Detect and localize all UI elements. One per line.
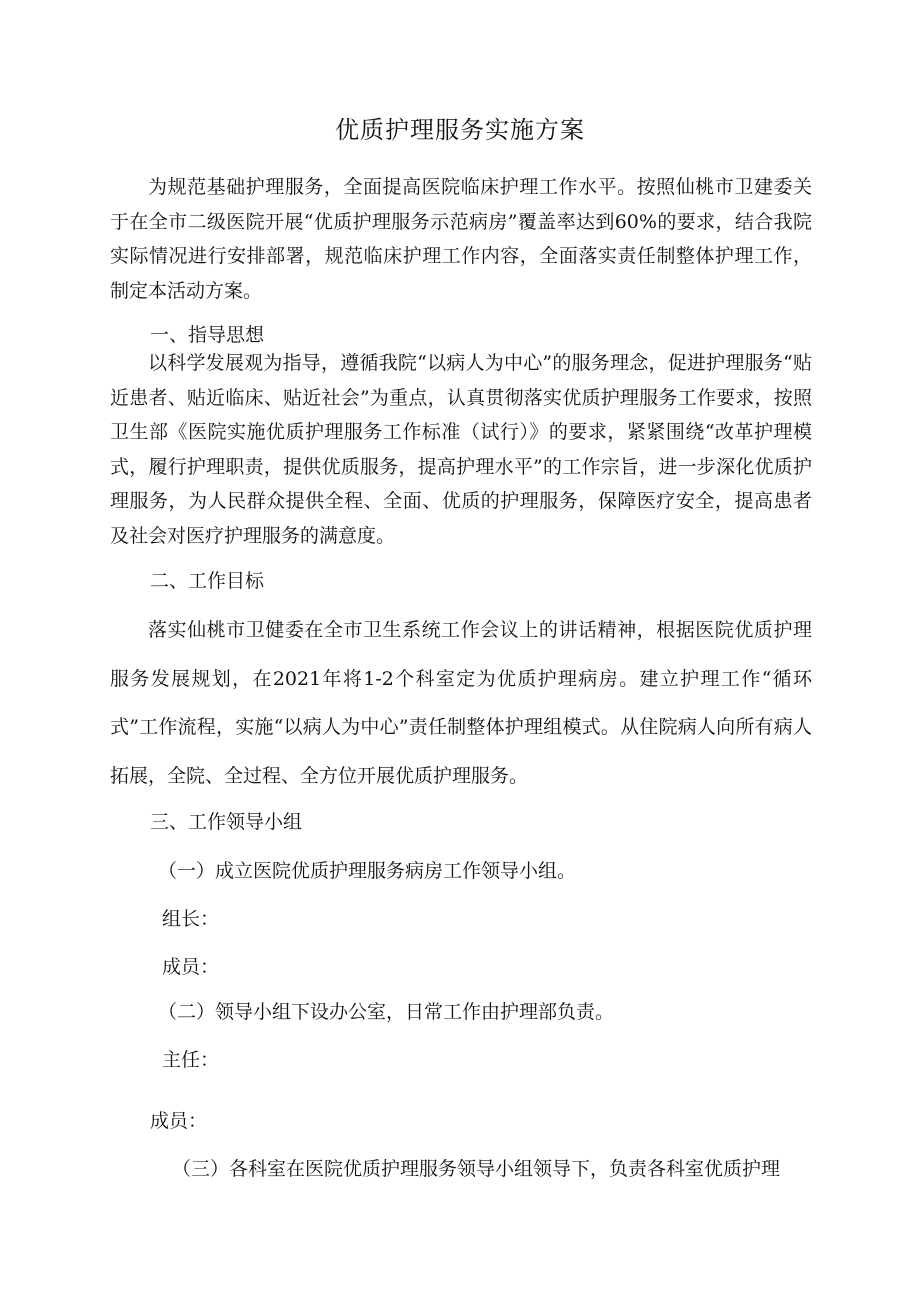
section-heading-work-goals: 二、工作目标 [150, 570, 265, 592]
members-label-1: 成员： [162, 956, 220, 978]
section-heading-guiding-ideology: 一、指导思想 [150, 324, 265, 346]
director-label: 主任： [162, 1049, 220, 1071]
guiding-ideology-paragraph: 以科学发展观为指导，遵循我院“以病人为中心”的服务理念，促进护理服务“贴近患者、贴近临床、贴近社会”为重点，认真贯彻落实优质护理服务工作要求，按照卫生部《医院实施优质护理服务工作标准（试行）》的要求，紧紧围绕“改革护理模式，履行护理职责，提供优质服务，提高护理水平”的工作宗旨，进一步深化优质护理服务，为人民群众提供全程、全面、优质的护理服务，保障医疗安全，提高患者及社会对医疗护理服务的满意度。 [110, 352, 812, 547]
sub-item-2: （二）领导小组下设办公室，日常工作由护理部负责。 [158, 1001, 615, 1023]
document-title: 优质护理服务实施方案 [335, 116, 585, 144]
section-heading-leadership-group: 三、工作领导小组 [150, 811, 303, 833]
intro-paragraph: 为规范基础护理服务，全面提高医院临床护理工作水平。按照仙桃市卫建委关于在全市二级医院开展“优质护理服务示范病房”覆盖率达到60%的要求，结合我院实际情况进行安排部署，规范临床护理工作内容，全面落实责任制整体护理工作，制定本活动方案。 [110, 176, 812, 302]
work-goals-paragraph: 落实仙桃市卫健委在全市卫生系统工作会议上的讲话精神，根据医院优质护理服务发展规划，在2021年将1-2个科室定为优质护理病房。建立护理工作“循环式”工作流程，实施“以病人为中心”责任制整体护理组模式。从住院病人向所有病人拓展，全院、全过程、全方位开展优质护理服务。 [110, 619, 812, 787]
members-label-2: 成员： [150, 1110, 208, 1132]
sub-item-3: （三）各科室在医院优质护理服务领导小组领导下，负责各科室优质护理 [172, 1158, 781, 1180]
leader-label: 组长： [162, 908, 220, 930]
sub-item-1: （一）成立医院优质护理服务病房工作领导小组。 [158, 860, 577, 882]
